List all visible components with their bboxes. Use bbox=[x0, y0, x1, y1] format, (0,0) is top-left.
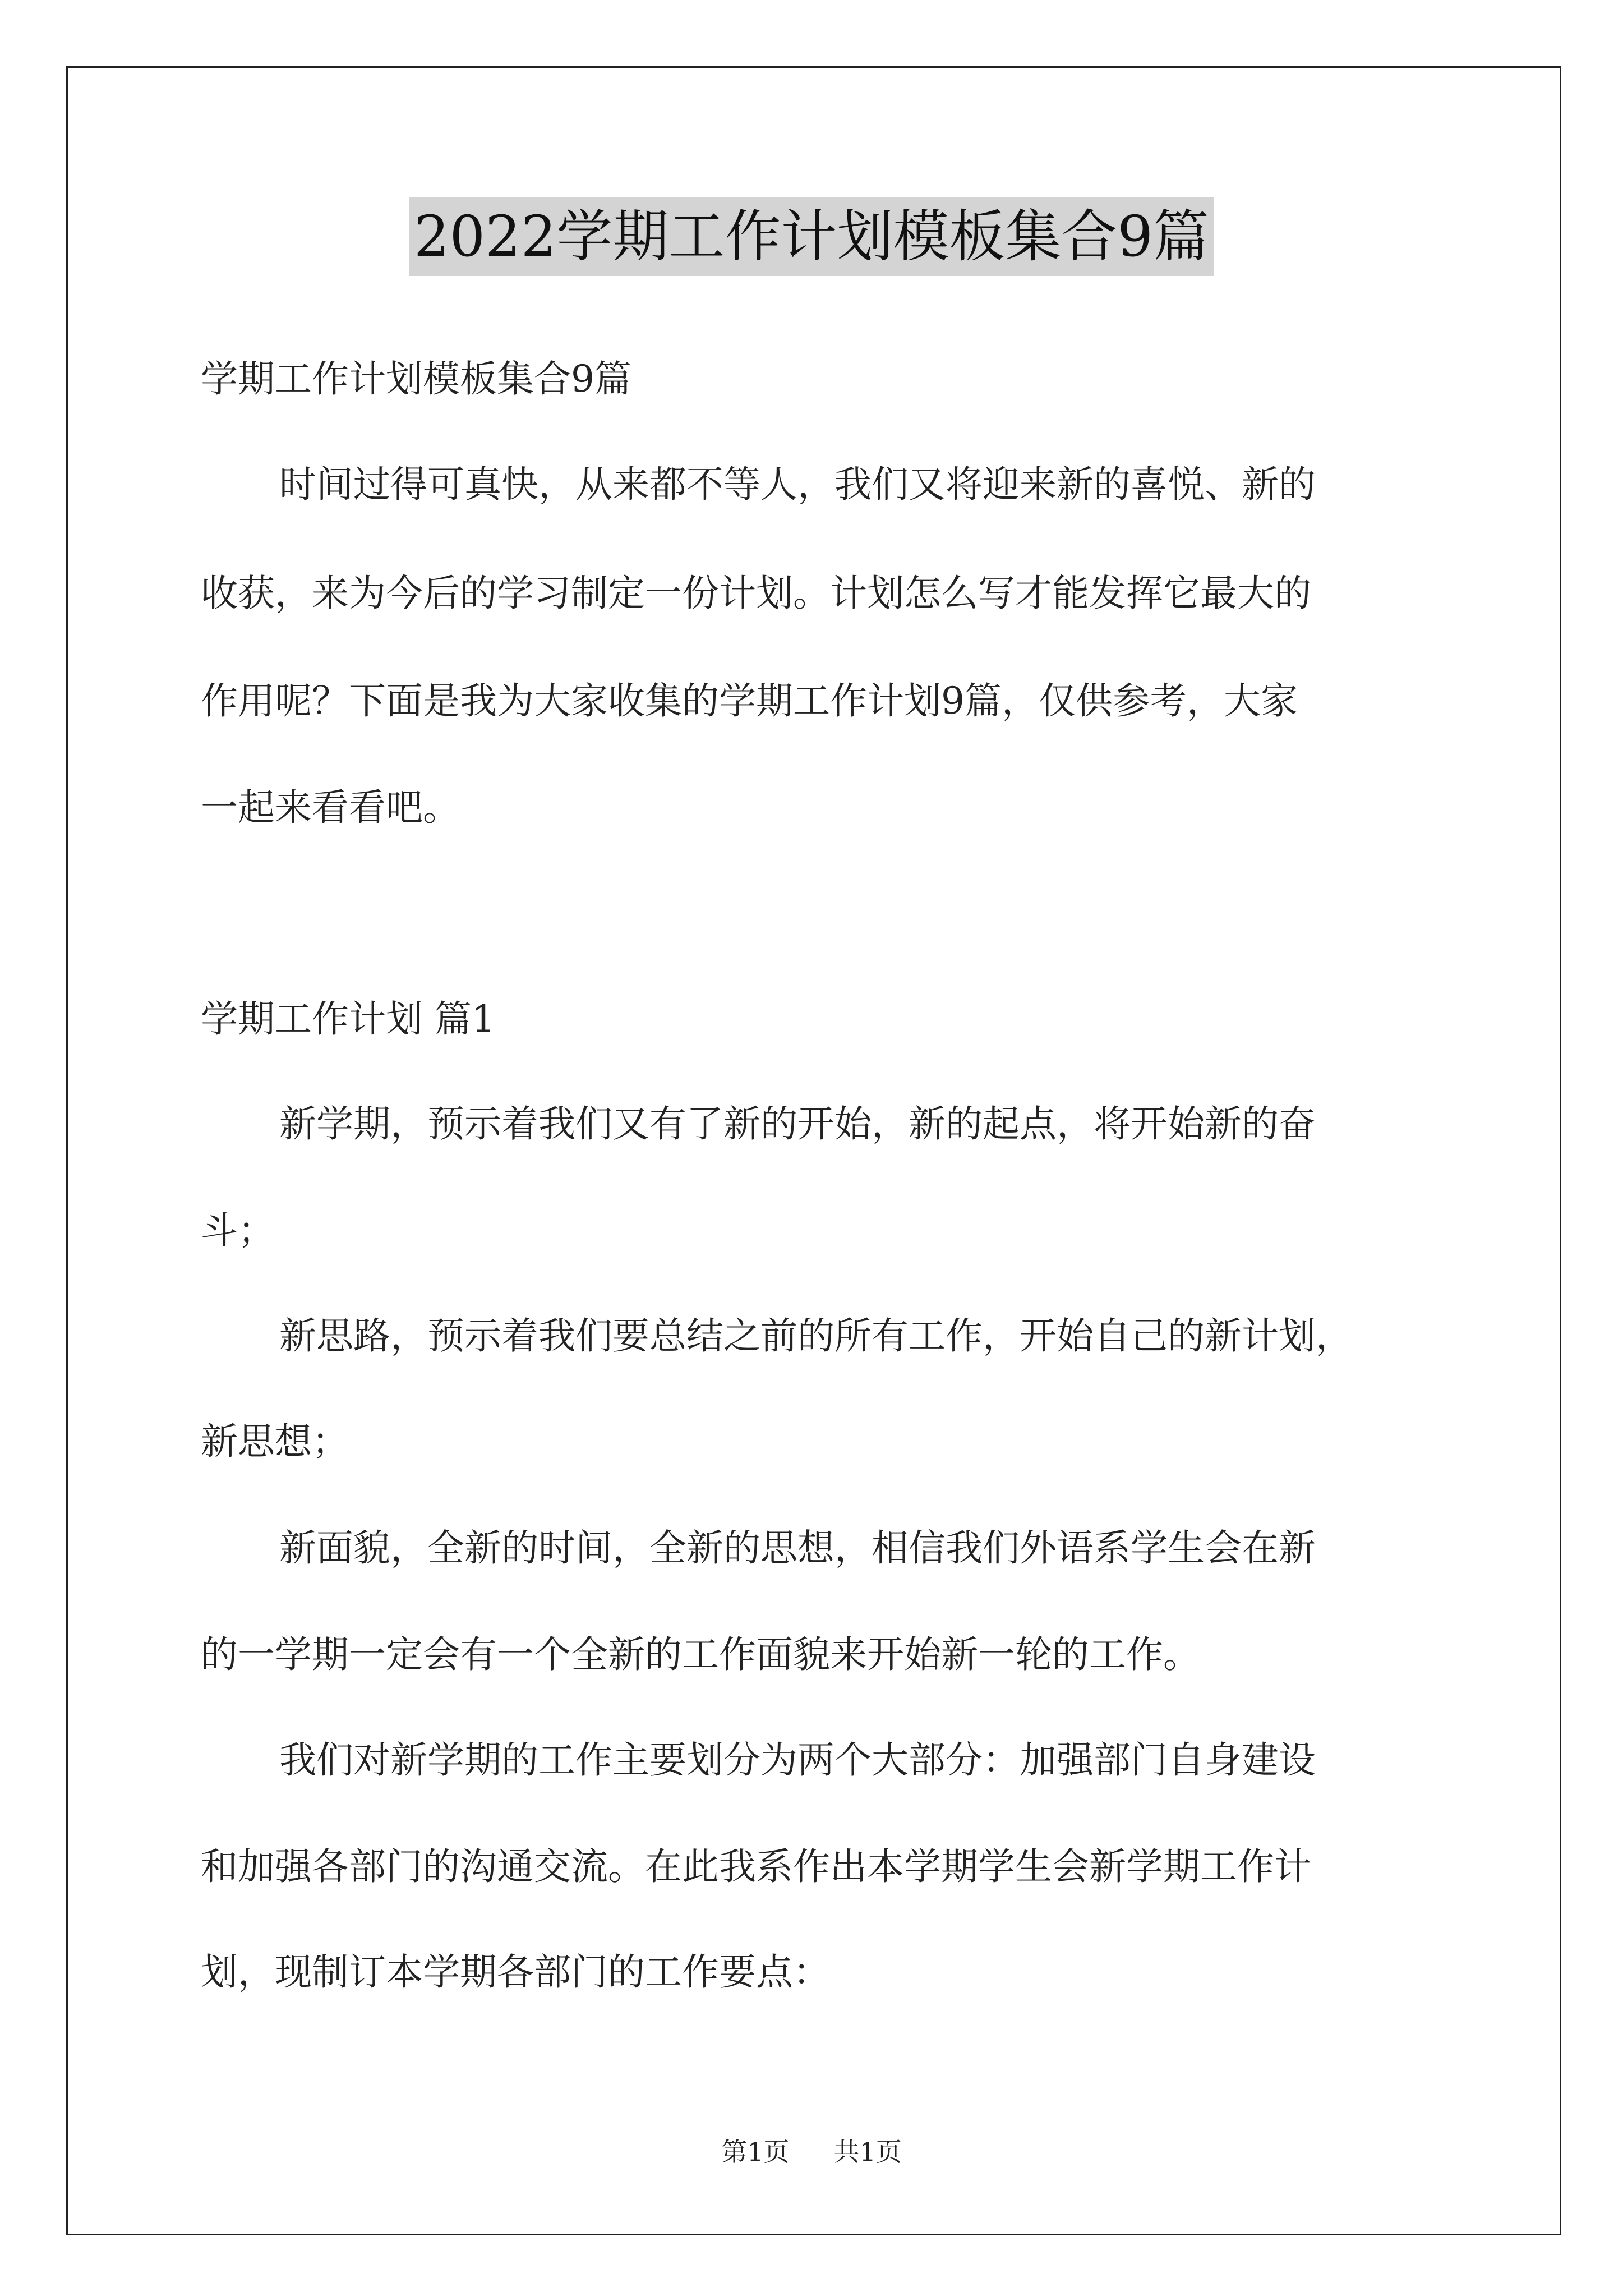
section-line-3: 新思路，预示着我们要总结之前的所有工作，开始自己的新计划， bbox=[279, 1314, 1353, 1358]
section-line-9: 划，现制订本学期各部门的工作要点： bbox=[201, 1950, 830, 1994]
section-line-4: 新思想； bbox=[201, 1420, 349, 1463]
intro-line-3: 作用呢？下面是我为大家收集的学期工作计划9篇，仅供参考，大家 bbox=[201, 679, 1298, 723]
section-line-5: 新面貌，全新的时间，全新的思想，相信我们外语系学生会在新 bbox=[279, 1526, 1316, 1570]
title-container bbox=[0, 197, 1623, 276]
document-title: 2022学期工作计划模板集合9篇 bbox=[409, 197, 1214, 276]
page-total: 共1页 bbox=[833, 2137, 902, 2167]
section-line-6: 的一学期一定会有一个全新的工作面貌来开始新一轮的工作。 bbox=[201, 1633, 1200, 1676]
section-line-1: 新学期，预示着我们又有了新的开始，新的起点，将开始新的奋 bbox=[279, 1102, 1316, 1145]
document-subtitle: 学期工作计划模板集合9篇 bbox=[201, 357, 631, 401]
section-line-2: 斗； bbox=[201, 1209, 275, 1252]
intro-line-4: 一起来看看吧。 bbox=[201, 786, 460, 829]
intro-line-2: 收获，来为今后的学习制定一份计划。计划怎么写才能发挥它最大的 bbox=[201, 572, 1311, 615]
page-footer bbox=[0, 2132, 1623, 2169]
section-heading: 学期工作计划 篇1 bbox=[201, 997, 495, 1041]
section-line-7: 我们对新学期的工作主要划分为两个大部分：加强部门自身建设 bbox=[279, 1738, 1316, 1782]
intro-line-1: 时间过得可真快，从来都不等人，我们又将迎来新的喜悦、新的 bbox=[279, 463, 1316, 506]
section-line-8: 和加强各部门的沟通交流。在此我系作出本学期学生会新学期工作计 bbox=[201, 1845, 1311, 1888]
page-number: 第1页 bbox=[721, 2137, 790, 2167]
